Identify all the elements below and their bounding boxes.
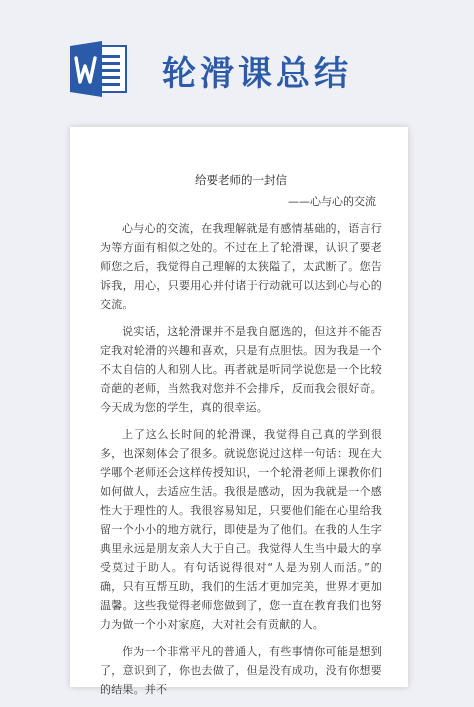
letter-subtitle: ——心与心的交流 [288, 195, 376, 208]
document-body [100, 171, 382, 707]
paragraph-2: 说实话，这轮滑课并不是我自愿选的，但这并不能否定我对轮滑的兴趣和喜欢，只是有点胆怯。因为我是一个不太自信的人和别人比。再者就是听同学说您是一个比较奇葩的老师，当然我对您并不会排斥，反而我会很好奇。今天成为您的学生，真的很幸运。 [100, 325, 382, 414]
page-header [0, 0, 474, 130]
paragraph-4: 作为一个非常平凡的普通人，有些事情你可能是想到了，意识到了，你也去做了，但是没有成功，没有你想要的结果。并不 [100, 645, 382, 696]
document-page [70, 127, 408, 696]
document-heading: 轮滑课总结 [162, 54, 352, 94]
paragraph-3: 上了这么长时间的轮滑课，我觉得自己真的学到很多，也深刻体会了很多。就说您说过这样一句话：现在大学哪个老师还会这样传授知识，一个轮滑老师上课教你们如何做人，去适应生活。我很是感动，因为我就是一个感性大于理性的人。我很容易知足，只要他们能在心里给我留一个小小的地方就行，即使是为了他们。在我的人生字典里永远是朋友亲人大于自己。我觉得人生当中最大的享受莫过于助人。有句话说得很对“人是为别人而活。”的确，只有互帮互助，我们的生活才更加完美，世界才更加温馨。这些我觉得老师您做到了，您一直在教育我们也努力为做一个小对家庭，大对社会有贡献的人。 [100, 428, 382, 631]
paragraph-1: 心与心的交流，在我理解就是有感情基础的，语言行为等方面有相似之处的。不过在上了轮滑课，认识了要老师您之后，我觉得自己理解的太狭隘了，太武断了。您告诉我，用心，只要用心并付诸于行动就可以达到心与心的交流。 [100, 222, 382, 311]
letter-title: 给要老师的一封信 [195, 173, 287, 187]
word-document-icon [68, 40, 128, 98]
